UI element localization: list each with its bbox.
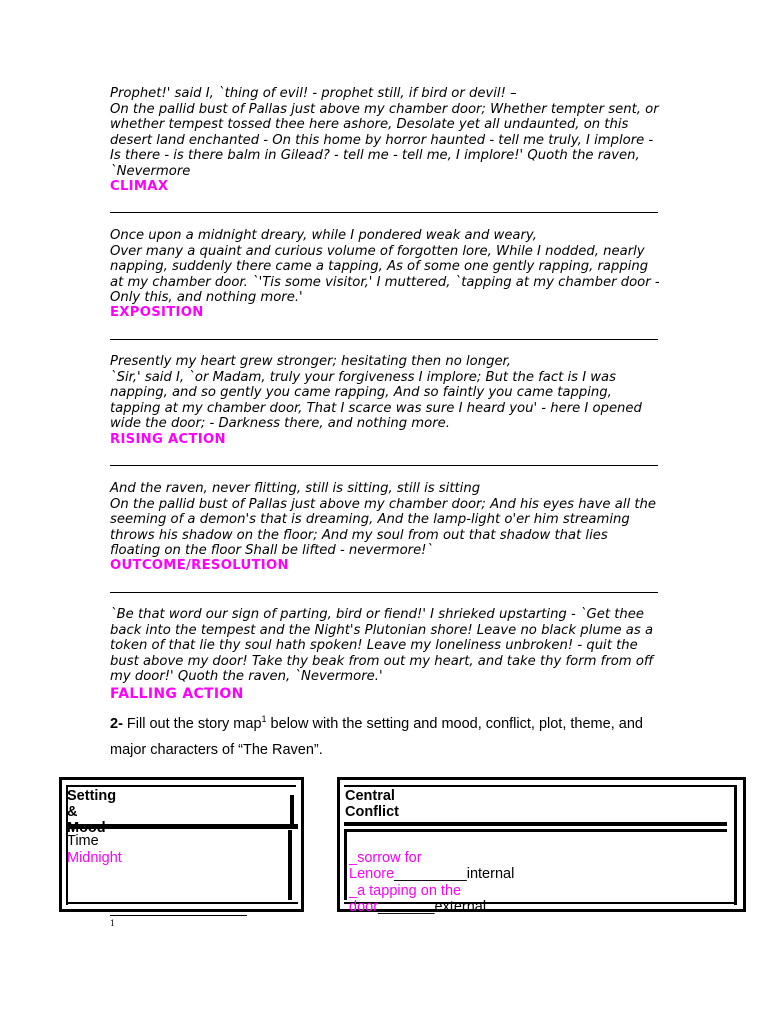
passage-line: `Be that word our sign of parting, bird or fiend!' I shrieked upstarting - `Get thee back into the tempest and the Night's Plutonian shore! Leave no black plume as a token of that lie thy soul hath spoken! Leave my loneliness unbroken! - quit the bust above my door! Take thy beak from out my heart, and take thy form from off my door!' Quoth the raven, `Nevermore.': [110, 607, 654, 685]
passage-line: On the pallid bust of Pallas just above my chamber door; And his eyes have all the seeming of a demon's that is dreaming, And the lamp-light o'er him streaming throws his shadow on the floor; And my soul from out that shadow that lies floating on the floor Shall be lifted - nevermore!`: [110, 496, 656, 559]
conflict-type-internal: internal: [466, 866, 515, 882]
footnote-separator: [110, 915, 247, 916]
poem-passage-climax: [110, 86, 660, 180]
setting-box-title: Setting & Mood: [67, 788, 117, 836]
question-2: [110, 706, 670, 763]
blank-line: _______: [378, 899, 435, 915]
passage-line: Prophet!' said I, `thing of evil! - prophet still, if bird or devil! –: [110, 86, 517, 101]
conflict-type-external: external: [434, 899, 487, 915]
blank-line: _________: [394, 866, 467, 882]
question-text-continued: below with the setting and mood, conflict, plot, theme, and major characters of “The Raven”.: [110, 715, 643, 758]
footnote-marker: 1: [110, 919, 116, 928]
label-resolution: OUTCOME/RESOLUTION: [110, 558, 289, 573]
conflict-row-external: [349, 883, 486, 915]
divider: [110, 212, 658, 213]
divider: [110, 465, 658, 466]
poem-passage-falling-action: [110, 607, 660, 685]
poem-passage-resolution: [110, 481, 660, 559]
conflict-box-title: Central Conflict: [345, 788, 399, 820]
divider: [110, 339, 658, 340]
time-label: Time: [67, 833, 99, 849]
poem-passage-rising-action: [110, 354, 660, 432]
passage-line: Once upon a midnight dreary, while I pondered weak and weary,: [110, 228, 537, 243]
label-climax: CLIMAX: [110, 179, 169, 194]
divider: [110, 592, 658, 593]
label-falling-action: FALLING ACTION: [110, 686, 244, 702]
question-text: Fill out the story map: [122, 715, 262, 732]
time-value: Midnight: [67, 850, 122, 866]
passage-line: `Sir,' said I, `or Madam, truly your forgiveness I implore; But the fact is I was napping, and so gently you came rapping, And so faintly you came tapping, tapping at my chamber door, That I scarce was sure I heard you' - here I opened wide the door; - Darkness there, and nothing more.: [110, 369, 642, 432]
question-number: 2-: [110, 715, 123, 732]
passage-line: And the raven, never flitting, still is sitting, still is sitting: [110, 481, 481, 496]
conflict-row-internal: [349, 850, 514, 882]
passage-line: Over many a quaint and curious volume of forgotten lore, While I nodded, nearly napping, suddenly there came a tapping, As of some one gently rapping, rapping at my chamber door. `'Tis some visitor,' I muttered, `tapping at my chamber door - Only this, and nothing more.': [110, 243, 660, 306]
conflict-answer-external: _a tapping on the door: [349, 883, 462, 915]
label-rising-action: RISING ACTION: [110, 432, 226, 447]
passage-line: Presently my heart grew stronger; hesitating then no longer,: [110, 354, 511, 369]
label-exposition: EXPOSITION: [110, 305, 204, 320]
passage-line: On the pallid bust of Pallas just above my chamber door; Whether tempter sent, or whether tempest tossed thee here ashore, Desolate yet all undaunted, on this desert land enchanted - On this home by horror haunted - tell me truly, I implore - Is there - is there balm in Gilead? - tell me - tell me, I implore!' Quoth the raven, `Nevermore: [110, 101, 659, 179]
poem-passage-exposition: [110, 228, 660, 306]
conflict-answer-internal: _sorrow for Lenore: [349, 850, 422, 882]
footnote-reference: 1: [261, 714, 267, 724]
